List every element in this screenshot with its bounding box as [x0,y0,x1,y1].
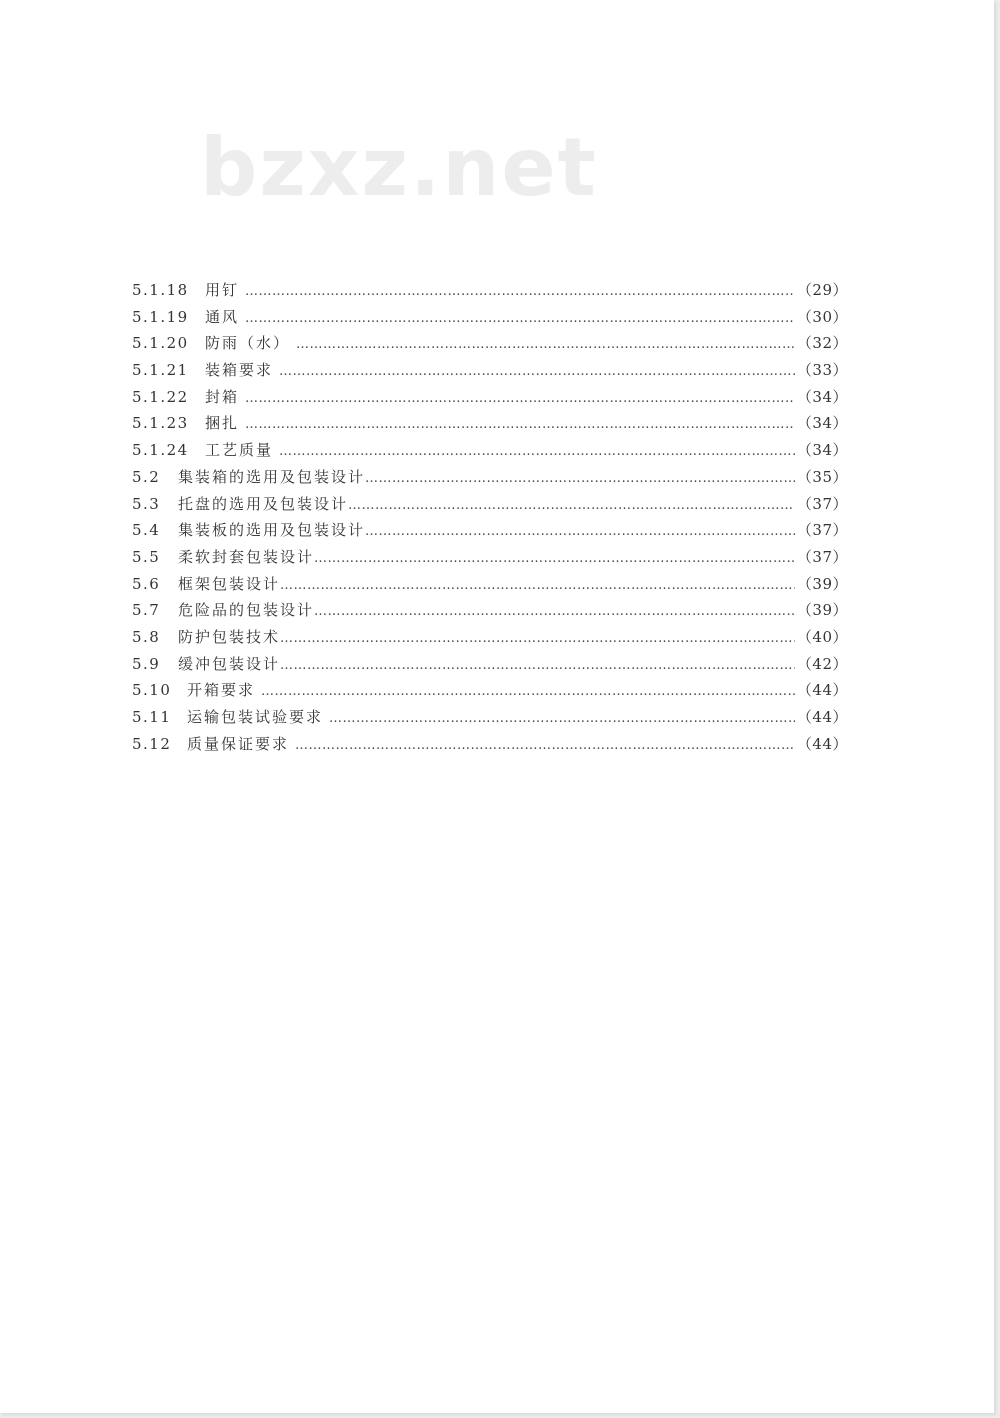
toc-entry-page: （34） [796,387,848,406]
toc-entry-number: 5.12 [132,734,172,753]
toc-entry-page: （44） [796,734,848,753]
dot-leader [245,284,795,299]
toc-entry-number: 5.1.24 [132,441,189,460]
toc-entry[interactable] [132,653,848,680]
toc-entry-title: 用钉 [205,281,240,299]
toc-entry-page: （29） [796,281,848,299]
toc-entry-number: 5.5 [132,547,161,566]
toc-entry-title: 装箱要求 [205,361,274,380]
toc-entry-number: 5.1.20 [132,334,189,353]
dot-leader [279,364,795,379]
toc-entry[interactable] [132,386,848,413]
toc-entry-number: 5.8 [132,627,161,646]
dot-leader [295,738,795,753]
toc-entry-title: 捆扎 [205,414,240,433]
toc-entry-number: 5.4 [132,521,161,540]
toc-entry-page: （44） [796,681,848,700]
toc-entry-title: 防雨（水） [205,334,291,353]
dot-leader [348,498,795,513]
dot-leader [329,711,795,726]
toc-entry-number: 5.1.18 [132,281,189,299]
toc-entry-number: 5.3 [132,494,161,513]
toc-entry-title: 质量保证要求 [187,734,290,753]
toc-entry-page: （40） [796,627,848,646]
toc-entry[interactable] [132,679,848,706]
toc-entry[interactable] [132,546,848,573]
toc-entry[interactable] [132,573,848,600]
toc-entry-page: （30） [796,307,848,326]
toc-entry[interactable] [132,626,848,653]
toc-entry[interactable] [132,493,848,520]
dot-leader [280,658,795,673]
dot-leader [261,684,795,699]
dot-leader [314,551,795,566]
toc-entry-title: 集装板的选用及包装设计 [178,521,366,540]
toc-entry-number: 5.6 [132,574,161,593]
toc-entry[interactable] [132,706,848,733]
toc-entry-page: （42） [796,654,848,673]
dot-leader [245,417,795,432]
toc-entry-number: 5.10 [132,681,172,700]
toc-entry-number: 5.1.23 [132,414,189,433]
toc-entry[interactable] [132,519,848,546]
toc-entry-number: 5.2 [132,467,161,486]
toc-entry-page: （39） [796,601,848,620]
toc-entry-title: 托盘的选用及包装设计 [178,494,349,513]
toc-entry[interactable] [132,332,848,359]
toc-entry[interactable] [132,599,848,626]
dot-leader [314,604,795,619]
toc-entry-page: （37） [796,521,848,540]
toc-entry-title: 防护包装技术 [178,627,281,646]
dot-leader [296,337,795,352]
toc-entry-number: 5.1.19 [132,307,189,326]
dot-leader [365,524,795,539]
toc-entry[interactable] [132,359,848,386]
dot-leader [245,391,795,406]
toc-entry-page: （44） [796,708,848,726]
toc-entry-number: 5.9 [132,654,161,673]
toc-entry-page: （35） [796,467,848,486]
dot-leader [365,471,795,486]
table-of-contents [132,279,848,759]
toc-entry-page: （34） [796,441,848,460]
toc-entry-number: 5.1.22 [132,387,189,406]
toc-entry-title: 柔软封套包装设计 [178,547,315,566]
toc-entry-page: （32） [796,334,848,353]
toc-entry-title: 运输包装试验要求 [187,708,324,726]
toc-entry-page: （39） [796,574,848,593]
toc-entry-number: 5.11 [132,708,172,726]
dot-leader [279,444,795,459]
dot-leader [280,631,795,646]
toc-entry[interactable] [132,279,848,306]
toc-entry[interactable] [132,733,848,760]
toc-entry-number: 5.1.21 [132,361,189,380]
toc-entry-title: 框架包装设计 [178,574,281,593]
toc-entry-title: 集装箱的选用及包装设计 [178,467,366,486]
toc-entry-title: 开箱要求 [187,681,256,700]
toc-entry-title: 工艺质量 [205,441,274,460]
dot-leader [245,311,795,326]
toc-entry-title: 危险品的包装设计 [178,601,315,620]
toc-entry-title: 通风 [205,307,240,326]
toc-entry-page: （34） [796,414,848,433]
toc-entry[interactable] [132,439,848,466]
toc-entry-title: 缓冲包装设计 [178,654,281,673]
toc-entry[interactable] [132,306,848,333]
toc-entry-number: 5.7 [132,601,161,620]
toc-entry-page: （37） [796,547,848,566]
toc-entry-title: 封箱 [205,387,240,406]
toc-entry[interactable] [132,412,848,439]
toc-entry[interactable] [132,466,848,493]
toc-entry-page: （33） [796,361,848,380]
dot-leader [280,578,795,593]
watermark: bzxz.net [200,121,598,214]
toc-entry-page: （37） [796,494,848,513]
